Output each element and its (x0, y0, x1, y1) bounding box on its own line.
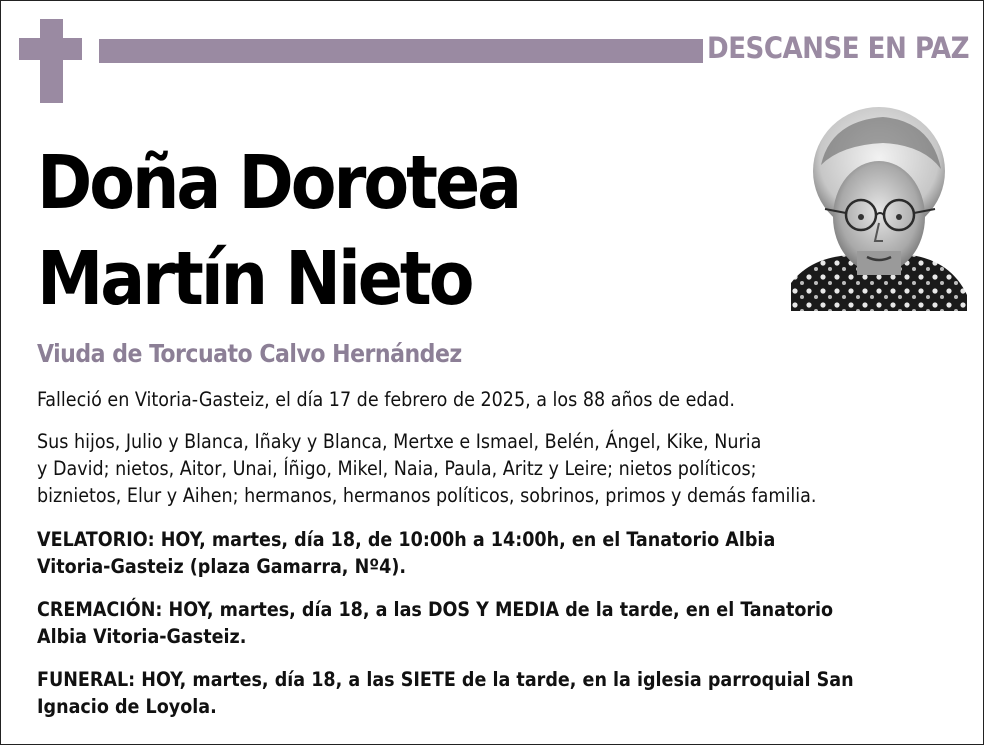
cremacion-line-2: Albia Vitoria-Gasteiz. (37, 625, 247, 648)
family-list (37, 428, 967, 509)
widow-of-subtitle: Viuda de Torcuato Calvo Hernández (37, 339, 462, 368)
deceased-name (37, 135, 519, 327)
velatorio-notice (37, 526, 967, 580)
funeral-notice (37, 666, 967, 720)
velatorio-line-1: VELATORIO: HOY, martes, día 18, de 10:00h a 14:00h, en el Tanatorio Albia (37, 528, 776, 551)
name-line-2: Martín Nieto (37, 236, 472, 322)
cross-vertical-bar (40, 19, 63, 103)
cremacion-notice (37, 596, 967, 650)
family-line-2: y David; nietos, Aitor, Unai, Íñigo, Mikel, Naia, Paula, Aritz y Leire; nietos políticos; (37, 457, 757, 480)
portrait-photo (791, 105, 967, 311)
cross-horizontal-bar (19, 38, 82, 60)
header-label: DESCANSE EN PAZ (707, 31, 969, 65)
name-line-1: Doña Dorotea (37, 140, 520, 226)
death-notice: Falleció en Vitoria-Gasteiz, el día 17 de febrero de 2025, a los 88 años de edad. (37, 388, 735, 411)
header-band (99, 39, 703, 63)
family-line-3: biznietos, Elur y Aihen; hermanos, hermanos políticos, sobrinos, primos y demás familia. (37, 484, 817, 507)
cremacion-line-1: CREMACIÓN: HOY, martes, día 18, a las DOS Y MEDIA de la tarde, en el Tanatorio (37, 598, 834, 621)
funeral-line-2: Ignacio de Loyola. (37, 695, 217, 718)
velatorio-line-2: Vitoria-Gasteiz (plaza Gamarra, Nº4). (37, 555, 407, 578)
funeral-line-1: FUNERAL: HOY, martes, día 18, a las SIETE de la tarde, en la iglesia parroquial San (37, 668, 854, 691)
family-line-1: Sus hijos, Julio y Blanca, Iñaky y Blanca, Mertxe e Ismael, Belén, Ángel, Kike, Nuria (37, 430, 762, 453)
